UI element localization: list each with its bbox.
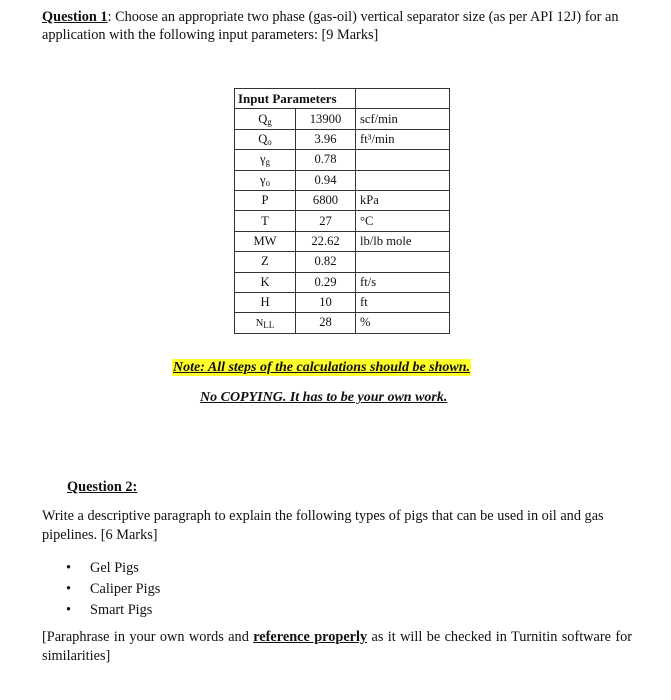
list-item [60,579,160,600]
paraphrase-text-end: as it will be checked in Turnitin software for similarities] [42,629,632,664]
param-symbol [235,231,296,251]
question-1-text [42,8,652,44]
paraphrase-text-start: [Paraphrase in your own words and [42,629,254,645]
input-parameters-table [234,88,450,334]
param-unit [356,150,450,170]
bullet-icon: • [66,602,72,618]
param-value: 28 [296,313,356,333]
param-symbol-main: MW [253,233,277,248]
table-header-empty-cell [356,89,450,109]
table-row [235,231,450,251]
param-symbol [235,313,296,333]
param-symbol [235,129,296,149]
table-header-row [235,89,450,109]
param-unit: % [356,313,450,333]
param-symbol-main: K [260,274,270,289]
table-row [235,190,450,210]
param-value: 22.62 [296,231,356,251]
table-row [235,170,450,190]
param-symbol-main: γ [259,172,266,187]
param-symbol-main: P [261,193,269,208]
param-symbol-subscript: o [267,136,272,147]
param-value: 13900 [296,109,356,129]
param-value: 0.29 [296,272,356,292]
param-value: 0.78 [296,150,356,170]
param-symbol-subscript: g [267,116,272,127]
table-row [235,129,450,149]
param-value: 0.82 [296,252,356,272]
param-symbol [235,211,296,231]
param-symbol [235,170,296,190]
note-all-steps: Note: All steps of the calculations should be shown. [173,360,471,375]
param-symbol-main: Q [258,131,268,146]
param-symbol [235,272,296,292]
question-2-title: Question 2: [67,479,138,495]
no-copying-notice: No COPYING. It has to be your own work. [200,390,448,405]
table-row [235,313,450,333]
table-row [235,150,450,170]
list-item-label: Gel Pigs [90,560,139,576]
param-symbol-subscript: g [265,157,271,168]
param-symbol-main: T [261,213,269,228]
param-unit: °C [356,211,450,231]
param-symbol [235,190,296,210]
param-symbol-subscript: LL [263,320,275,331]
param-value: 27 [296,211,356,231]
param-unit: kPa [356,190,450,210]
table-row [235,292,450,312]
param-symbol [235,150,296,170]
param-symbol-main: N [255,318,264,330]
param-symbol [235,252,296,272]
param-symbol-main: H [260,295,270,310]
param-value: 6800 [296,190,356,210]
list-item [60,558,160,579]
question-1-body: : Choose an appropriate two phase (gas-oil) vertical separator size (as per API 12J) for an application with the following input parameters: [9 Marks] [42,9,619,43]
pig-types-list [60,558,160,621]
param-value: 0.94 [296,170,356,190]
table-body [235,109,450,333]
param-unit: ft/s [356,272,450,292]
list-item-label: Smart Pigs [90,602,153,618]
param-value: 3.96 [296,129,356,149]
param-symbol-main: γ [259,152,266,167]
table-row [235,211,450,231]
param-unit [356,170,450,190]
param-symbol-subscript: o [265,177,271,188]
reference-properly-emphasis: reference properly [253,629,368,645]
param-symbol-main: Q [258,111,268,126]
question-1-label: Question 1 [42,9,108,25]
param-unit: scf/min [356,109,450,129]
param-unit: lb/lb mole [356,231,450,251]
param-symbol [235,292,296,312]
list-item-label: Caliper Pigs [90,581,161,597]
param-unit: ft³/min [356,129,450,149]
question-2-text: Write a descriptive paragraph to explain the following types of pigs that can be used in oil and gas pipelines. [6 Marks] [42,508,604,543]
list-item [60,600,160,621]
table-row [235,252,450,272]
table-header: Input Parameters [235,89,356,109]
param-symbol-main: Z [261,254,269,269]
param-unit [356,252,450,272]
paraphrase-instruction [42,628,632,666]
param-symbol [235,109,296,129]
bullet-icon: • [66,581,72,597]
param-unit: ft [356,292,450,312]
table-row [235,272,450,292]
bullet-icon: • [66,560,72,576]
param-value: 10 [296,292,356,312]
table-row [235,109,450,129]
